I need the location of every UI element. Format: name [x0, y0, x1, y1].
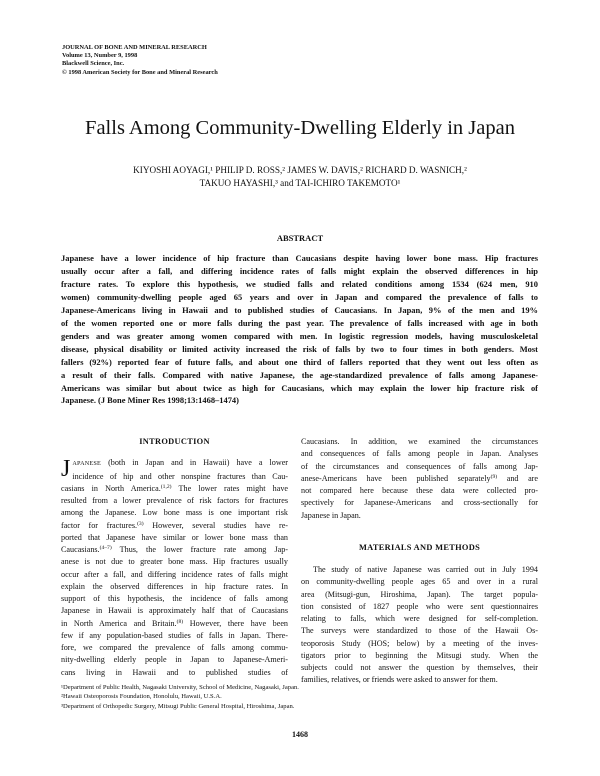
methods-line: area (Mitsugi-gun, Hiroshima, Japan). The target popula-: [301, 589, 538, 599]
article-title: Falls Among Community-Dwelling Elderly in Japan: [85, 117, 515, 139]
intro-line: ported that Japanese have similar or lower bone mass than: [61, 532, 288, 542]
abstract-line: Japanese-Americans living in Hawaii and to published studies of Caucasians. In Japan, 9% of the men and 19%: [61, 304, 538, 315]
methods-line: on community-dwelling people ages 65 and over in a rural: [301, 577, 538, 587]
footnotes: [61, 683, 538, 711]
right-line: not compared here because these data were collected pro-: [301, 486, 538, 495]
ref-9: (9): [490, 473, 498, 480]
ref-1-2: (1,2): [160, 483, 172, 490]
methods-heading: MATERIALS AND METHODS: [358, 542, 481, 552]
right-line: anese-Americans have been published separately: [301, 473, 491, 483]
intro-line: support of this hypothesis, the incidence of falls among: [61, 594, 288, 603]
right-line: Japanese in Japan.: [301, 510, 361, 520]
abstract-line: of the women reported one or more falls during the past year. The prevalence of falls increased with age in both: [61, 317, 538, 328]
abstract-line: genders and was greater among women compared with men. In logistic regression models, having musculoskeletal: [61, 330, 538, 341]
journal-publisher: Blackwell Science, Inc.: [62, 60, 125, 68]
ref-3: (3): [137, 520, 144, 527]
methods-line: tion consisted of 1827 people who were sent questionnaires: [301, 601, 538, 611]
journal-volume: Volume 13, Number 9, 1998: [62, 52, 138, 60]
methods-line: teoporosis Study (HOS; below) by a meeting of the inves-: [301, 638, 538, 648]
abstract-line: women) community-dwelling people aged 65 years and over in Japan and compared the prevalence of falls to: [61, 291, 538, 302]
right-line: of the circumstances and consequences of falls among Jap-: [301, 461, 538, 471]
footnote-1: ¹Department of Public Health, Nagasaki University, School of Medicine, Nagasaki, Japan.: [61, 684, 299, 691]
introduction-body: [61, 457, 288, 679]
methods-line: families, relatives, or friends were asked to answer for them.: [301, 675, 498, 685]
abstract-line: fallers (92%) reported fear of future falls, and about one third of fallers reported that they went out less often as: [61, 356, 538, 367]
intro-line: anese is not due to greater bone mass. Hip fractures usually: [61, 557, 288, 567]
right-column: [301, 436, 538, 687]
right-line: Caucasians. In addition, we examined the circumstances: [301, 437, 538, 446]
intro-line: nity-dwelling elderly people in Japan to Japanese-Ameri-: [61, 655, 288, 665]
abstract-line: fracture rates. To explore this hypothesis, we studied falls and related conditions among 1534 (624 men, 910: [61, 278, 538, 289]
methods-line: The surveys were standardized to those of the Hawaii Os-: [301, 626, 538, 636]
ref-8: (8): [176, 618, 184, 625]
methods-line: relating to falls, which were designed for self-completion.: [301, 614, 538, 623]
dropcap: J: [61, 456, 71, 483]
author-line-1: KIYOSHI AOYAGI,¹ PHILIP D. ROSS,² JAMES W. DAVIS,² RICHARD D. WASNICH,²: [133, 165, 467, 175]
right-line: and consequences of falls among people in Japan. Analyses: [301, 449, 538, 459]
intro-line: explain the observed differences in hip fracture rates. In: [61, 581, 288, 591]
right-line: and are: [506, 473, 538, 483]
footnote-2: ²Hawaii Osteoporosis Foundation, Honolulu, Hawaii, U.S.A.: [61, 693, 222, 701]
intro-line: occur after a fall, and differing incidence rates of falls might: [61, 569, 288, 579]
intro-line: casians in North America.: [61, 483, 161, 493]
abstract-line: a result of their falls. Compared with native Japanese, the age-standardized prevalence of falls among Japanese-: [61, 369, 538, 380]
journal-copyright: © 1998 American Society for Bone and Mineral Research: [62, 68, 218, 76]
intro-line: Japanese in Hawaii is approximately half that of Caucasians: [61, 606, 288, 616]
methods-line: subjects could not answer the question by themselves, their: [301, 663, 538, 672]
intro-line: The lower rates might have: [178, 483, 288, 493]
intro-line: among the Japanese. Low bone mass is one important risk: [61, 508, 288, 518]
intro-line: factor for fractures.: [61, 520, 138, 530]
author-list: [60, 164, 540, 189]
right-line: spectively for Japanese-Americans and cross-sectionally for: [301, 498, 538, 508]
intro-line: However, there have been: [189, 618, 288, 628]
intro-line: fore, we compared the prevalence of falls among commu-: [61, 643, 288, 652]
intro-line: cans living in Hawaii and to published studies of: [61, 667, 288, 677]
journal-name: JOURNAL OF BONE AND MINERAL RESEARCH: [62, 44, 207, 51]
abstract-line: Japanese. (J Bone Miner Res 1998;13:1468–1474): [61, 395, 239, 406]
left-column: [61, 436, 288, 679]
ref-4-7: (4–7): [99, 545, 112, 551]
intro-line: incidence of hip and other nonspine fractures than Cau-: [72, 471, 288, 481]
abstract-line: usually occur after a fall, and differing incidence rates of falls might explain the observed differences in hip: [61, 265, 538, 276]
intro-line: Caucasians.: [61, 545, 100, 554]
abstract-line: Americans was similar but about twice as high for Caucasians, which may explain the lower hip fracture risk of: [61, 382, 538, 393]
page-number: 1468: [292, 730, 308, 739]
abstract-body: [61, 252, 538, 407]
intro-line: However, several studies have re-: [152, 520, 289, 530]
intro-line: few if any population-based studies of falls in Japan. There-: [61, 630, 288, 640]
intro-line: in North America and Britain.: [61, 618, 177, 628]
introduction-heading: INTRODUCTION: [139, 437, 210, 446]
intro-line: Thus, the lower fracture rate among Jap-: [119, 545, 288, 554]
intro-line: (both in Japan and in Hawaii) have a lower: [108, 458, 289, 468]
methods-line: The study of native Japanese was carried out in July 1994: [313, 565, 538, 574]
abstract-heading: ABSTRACT: [276, 233, 324, 243]
footnote-3: ³Department of Orthopedic Surgery, Mitsugi Public General Hospital, Hiroshima, Japan.: [61, 702, 295, 710]
author-line-2: TAKUO HAYASHI,³ and TAI-ICHIRO TAKEMOTO¹: [199, 177, 401, 188]
first-word: APANESE: [72, 460, 102, 468]
abstract-line: disease, physical disability or limited activity increased the risk of falls by two to four times in both genders. Most: [61, 343, 538, 354]
journal-header: [62, 44, 362, 77]
methods-line: tigators prior to beginning the Mitsugi study. When the: [301, 650, 538, 660]
abstract-line: Japanese have a lower incidence of hip fracture than Caucasians despite having lower bone mass. Hip fractures: [61, 253, 538, 263]
intro-line: resulted from a lower prevalence of risk factors for fractures: [61, 496, 288, 505]
